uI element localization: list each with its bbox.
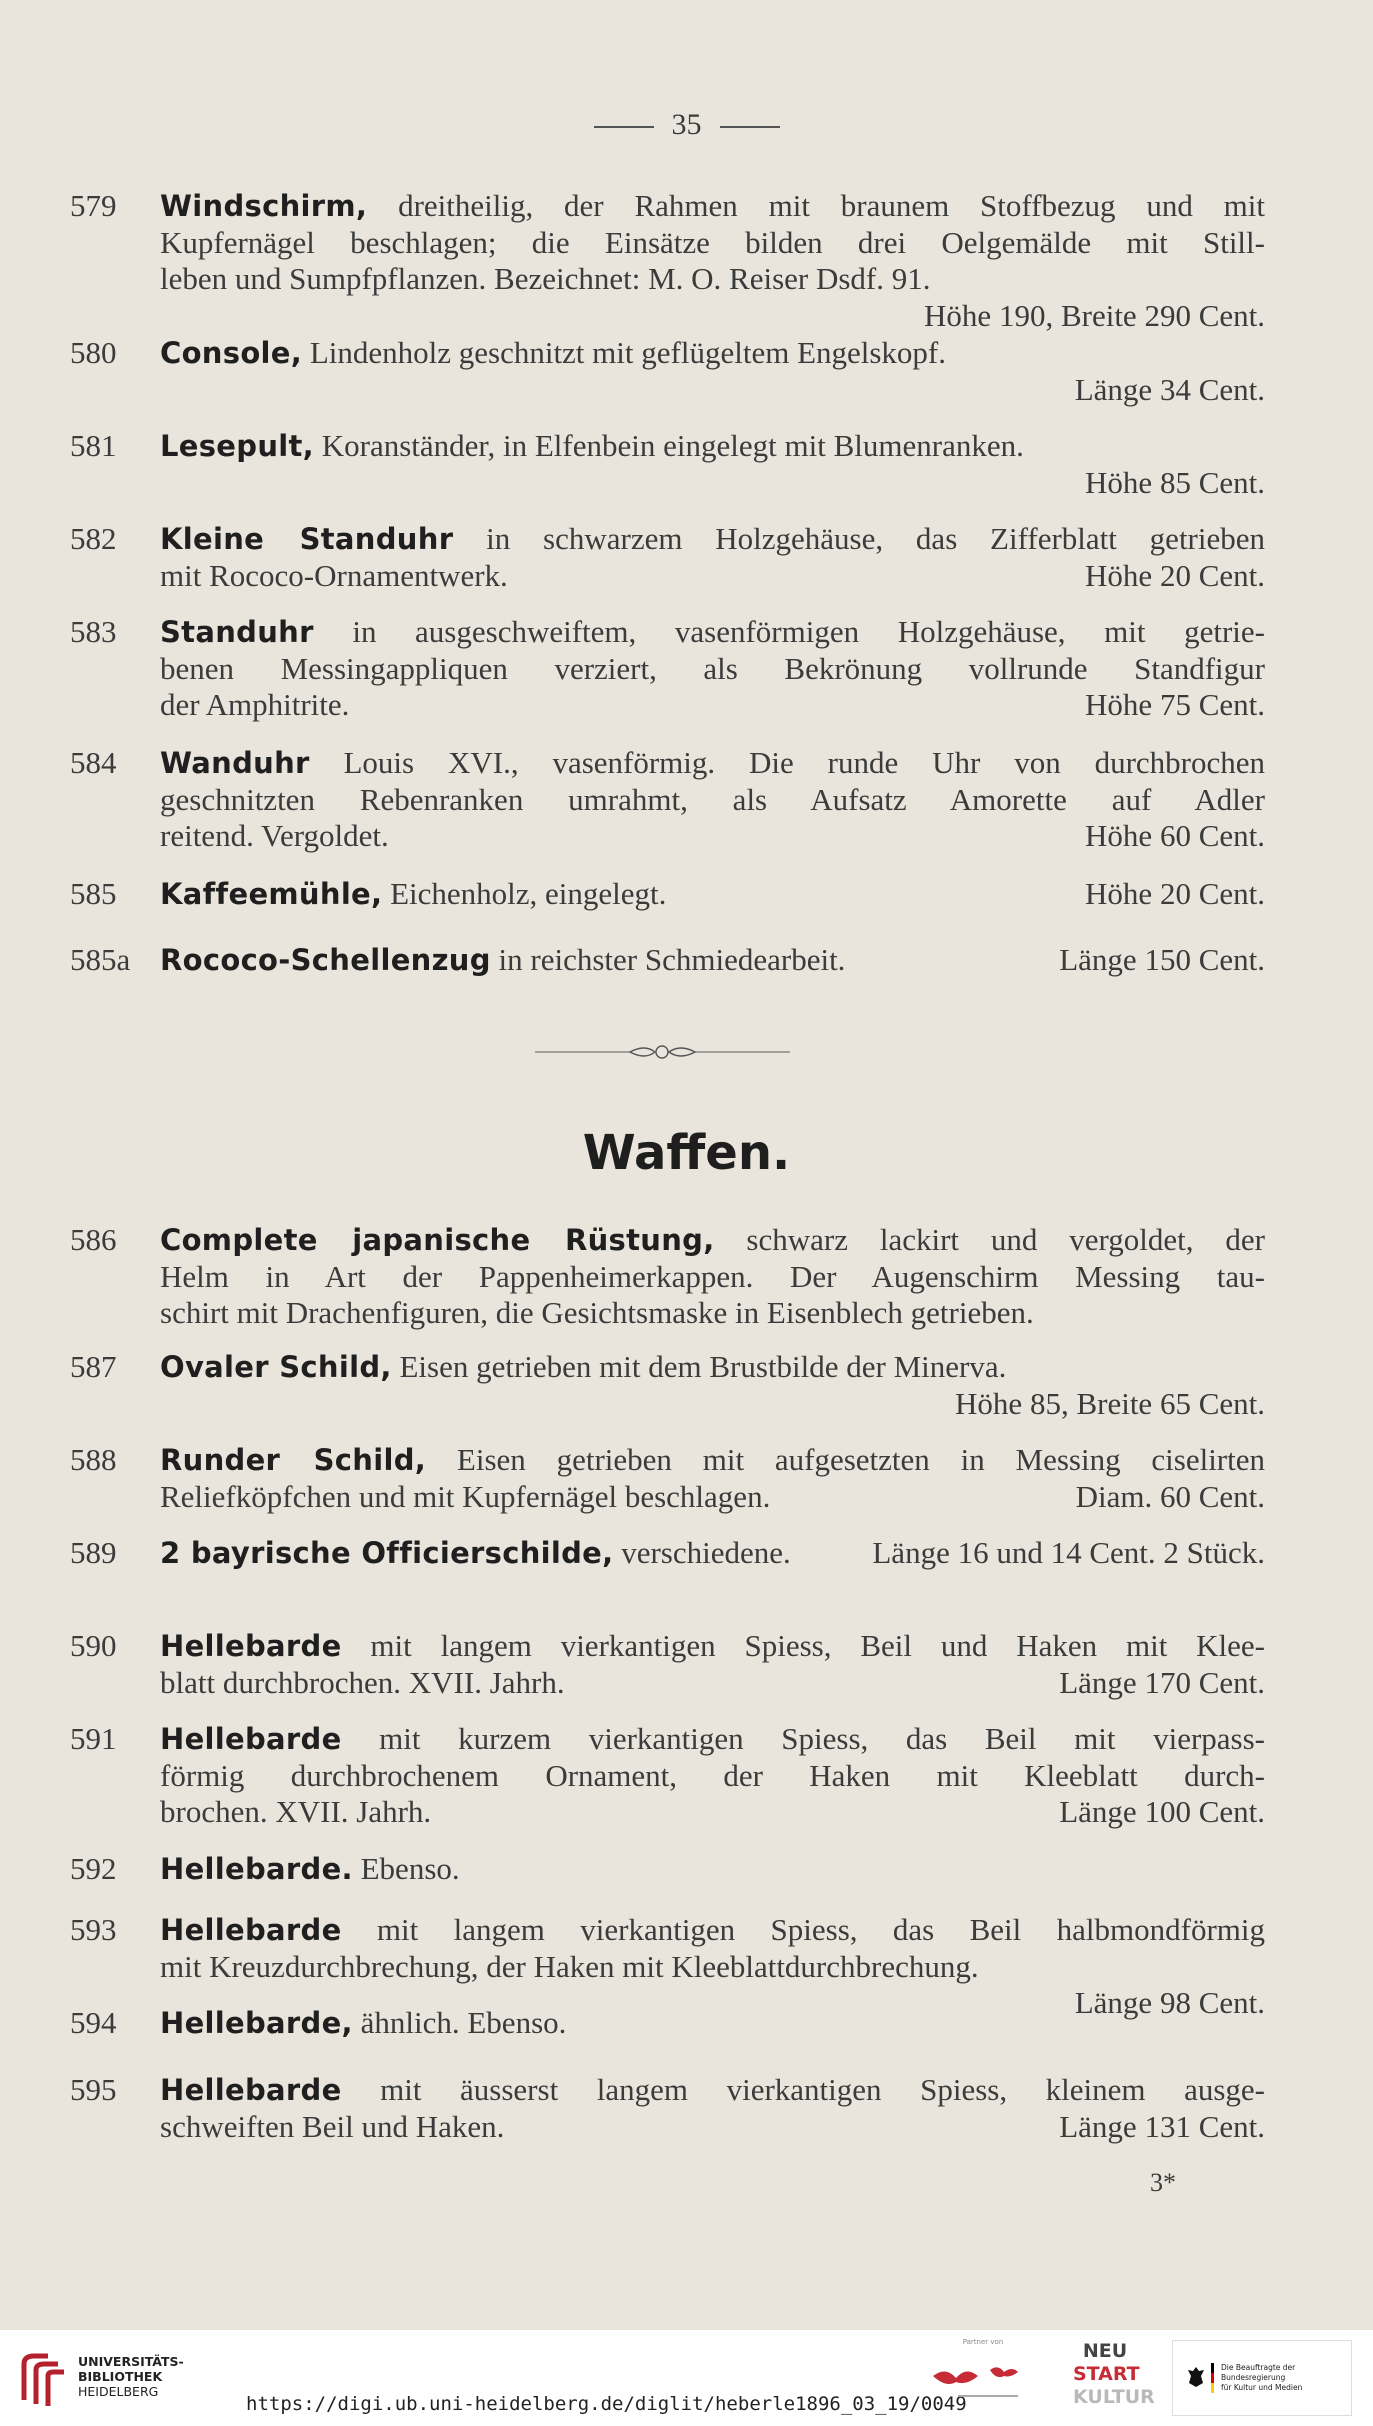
entry-measurement: Höhe 190, Breite 290 Cent. [924, 297, 1265, 333]
entry-measurement: Höhe 85 Cent. [1085, 464, 1265, 500]
entry-number: 579 [70, 188, 117, 223]
entry-measurement: Länge 131 Cent. [1059, 2108, 1265, 2144]
entry-text [160, 2072, 1265, 2145]
entry-line-text: dreitheilig, der Rahmen mit braunem Stoffbezug und mit [398, 188, 1266, 223]
entry-measurement: Länge 170 Cent. [1059, 1664, 1265, 1700]
ddb-bird-icon [928, 2356, 1038, 2406]
entry-line [160, 1665, 1265, 1702]
entry-line-text: Louis XVI., vasenförmig. Die runde Uhr von durchbrochen [343, 745, 1265, 780]
entry-measurement: Höhe 85, Breite 65 Cent. [955, 1385, 1265, 1421]
library-line-2: BIBLIOTHEK [78, 2369, 163, 2384]
german-flag-icon [1211, 2363, 1214, 2393]
page-number-text: 35 [671, 108, 702, 141]
entry-line-text: schirt mit Drachenfiguren, die Gesichtsmaske in Eisenblech getrieben. [160, 1295, 1034, 1330]
university-library-name [78, 2354, 184, 2399]
entry-title: Console, [160, 336, 303, 370]
entry-line-text: Eichenholz, eingelegt. [390, 876, 667, 911]
entry-title: Windschirm, [160, 189, 368, 223]
bkm-text [1221, 2363, 1351, 2393]
sheet-signature: 3* [1150, 2168, 1176, 2197]
entry-measurement: Diam. 60 Cent. [1075, 1478, 1265, 1514]
entry-line [160, 225, 1265, 262]
entry-number: 588 [70, 1442, 117, 1477]
entry-line [160, 1295, 1265, 1332]
bkm-line-1: Die Beauftragte der Bundesregierung [1221, 2363, 1296, 2382]
entry-number: 581 [70, 428, 117, 463]
entry-line-text: schweiften Beil und Haken. [160, 2108, 505, 2144]
entry-number: 591 [70, 1721, 117, 1756]
entry-line-text: Eisen getrieben mit aufgesetzten in Messing ciselirten [456, 1442, 1265, 1477]
neustart-kultur-logo[interactable] [1073, 2340, 1155, 2416]
entry-text [160, 188, 1265, 334]
federal-eagle-icon [1187, 2365, 1205, 2389]
entry-text [160, 1721, 1265, 1831]
entry-title: Lesepult, [160, 429, 315, 463]
entry-measurement: Höhe 20 Cent. [1085, 557, 1265, 593]
entry-line-text: förmig durchbrochenem Ornament, der Haken mit Kleeblatt durch- [160, 1757, 1265, 1793]
entry-line-text: schwarz lackirt und vergoldet, der [746, 1222, 1266, 1257]
entry-line-text: in schwarzem Holzgehäuse, das Zifferblatt getrieben [486, 521, 1266, 556]
entry-line [160, 745, 1265, 782]
entry-measurement: Länge 150 Cent. [1059, 942, 1265, 977]
bkm-line-2: für Kultur und Medien [1221, 2383, 1303, 2392]
entry-title: Ovaler Schild, [160, 1350, 392, 1384]
entry-line-text: Lindenholz geschnitzt mit geflügeltem Engelskopf. [309, 335, 947, 370]
entry-text [160, 1851, 1265, 1888]
entry-measurement: Länge 34 Cent. [1074, 371, 1265, 407]
entry-text [160, 521, 1265, 594]
entry-line [160, 651, 1265, 688]
entry-title: 2 bayrische Officierschilde, [160, 1536, 614, 1570]
start-text: START [1073, 2363, 1140, 2385]
entry-line [160, 2109, 1265, 2146]
entry-title: Hellebarde. [160, 1852, 353, 1886]
permalink-url[interactable]: https://digi.ub.uni-heidelberg.de/diglit/heberle1896_03_19/0049 [246, 2393, 967, 2415]
entry-text [160, 876, 1265, 913]
entry-line [160, 687, 1265, 724]
entry-number: 585 [70, 876, 117, 911]
entry-line [160, 1442, 1265, 1479]
entry-line [160, 428, 1265, 465]
entry-text [160, 745, 1265, 855]
entry-measurement: Länge 16 und 14 Cent. 2 Stück. [872, 1535, 1265, 1570]
entry-line-text: ähnlich. Ebenso. [360, 2005, 567, 2040]
entry-line-text: mit Kreuzdurchbrechung, der Haken mit Kleeblattdurchbrechung. [160, 1948, 979, 1984]
entry-text [160, 942, 1265, 979]
entry-line [160, 2072, 1265, 2109]
entry-line [160, 1949, 1265, 1986]
entry-number: 593 [70, 1912, 117, 1947]
entry-number: 586 [70, 1222, 117, 1257]
partner-label: Partner von [962, 2338, 1004, 2346]
entry-measurement: Höhe 60 Cent. [1085, 818, 1265, 853]
entry-line [160, 188, 1265, 225]
entry-text [160, 335, 1265, 408]
entry-line [160, 876, 1265, 913]
entry-measurement: Länge 98 Cent. [1074, 1985, 1265, 2020]
entry-line-text: verschiedene. [621, 1535, 791, 1570]
entry-title: Hellebarde, [160, 2006, 353, 2040]
section-heading-waffen: Waffen. [582, 1125, 791, 1181]
entry-text [160, 1628, 1265, 1701]
entry-line [160, 1912, 1265, 1949]
entry-line [160, 1535, 1265, 1572]
page-number [0, 108, 1373, 142]
entry-line-text: der Amphitrite. [160, 687, 350, 722]
entry-title: Hellebarde [160, 1629, 342, 1663]
partner-logo[interactable] [918, 2338, 1048, 2418]
entry-line [160, 521, 1265, 558]
entry-title: Kleine Standuhr [160, 522, 454, 556]
entry-line [160, 1222, 1265, 1259]
entry-line-text: Ebenso. [360, 1851, 460, 1886]
ornament-divider-icon [535, 1040, 790, 1064]
entry-text [160, 2005, 1265, 2042]
entry-line [160, 1721, 1265, 1758]
entry-line-text: brochen. XVII. Jahrh. [160, 1794, 432, 1829]
entry-number: 592 [70, 1851, 117, 1886]
rule-left [594, 126, 654, 128]
entry-text [160, 614, 1265, 724]
entry-line-text: mit kurzem vierkantigen Spiess, das Beil mit vierpass- [379, 1721, 1265, 1756]
entry-line-text: mit Rococo-Ornamentwerk. [160, 557, 508, 593]
entry-line [160, 2005, 1265, 2042]
entry-text [160, 1535, 1265, 1572]
entry-number: 582 [70, 521, 117, 556]
entry-line [160, 1259, 1265, 1296]
entry-line [160, 1628, 1265, 1665]
entry-line [160, 1479, 1265, 1516]
entry-number: 589 [70, 1535, 117, 1570]
entry-line [160, 1794, 1265, 1831]
entry-text [160, 1442, 1265, 1515]
entry-title: Rococo-Schellenzug [160, 943, 491, 977]
entry-line [160, 1758, 1265, 1795]
entry-number: 587 [70, 1349, 117, 1384]
entry-line-text: reitend. Vergoldet. [160, 818, 389, 853]
entry-line [160, 558, 1265, 595]
entry-number: 584 [70, 745, 117, 780]
entry-measurement: Höhe 20 Cent. [1085, 876, 1265, 911]
entry-line [160, 335, 1265, 372]
entry-title: Complete japanische Rüstung, [160, 1223, 715, 1257]
entry-line-text: Helm in Art der Pappenheimerkappen. Der Augenschirm Messing tau- [160, 1258, 1265, 1294]
entry-line [160, 614, 1265, 651]
neu-text: NEU [1082, 2340, 1128, 2362]
entry-title: Hellebarde [160, 2073, 342, 2107]
kultur-text: KULTUR [1073, 2386, 1155, 2408]
rule-right [720, 126, 780, 128]
digitization-footer [0, 2330, 1373, 2426]
entry-title: Kaffeemühle, [160, 877, 383, 911]
entry-line-text: in reichster Schmiedearbeit. [498, 942, 846, 977]
entry-line [160, 1349, 1265, 1386]
entry-line [160, 261, 1265, 298]
entry-measurement: Höhe 75 Cent. [1085, 687, 1265, 722]
entry-text [160, 1349, 1265, 1422]
entry-title: Wanduhr [160, 746, 310, 780]
entry-line-text: mit langem vierkantigen Spiess, Beil und Haken mit Klee- [370, 1628, 1265, 1663]
entry-line [160, 782, 1265, 819]
entry-line-text: in ausgeschweiftem, vasenförmigen Holzgehäuse, mit getrie- [352, 614, 1265, 649]
entry-line-text: Eisen getrieben mit dem Brustbilde der Minerva. [399, 1349, 1007, 1384]
entry-line-text: geschnitzten Rebenranken umrahmt, als Aufsatz Amorette auf Adler [160, 781, 1265, 817]
entry-title: Hellebarde [160, 1722, 342, 1756]
entry-line-text: Kupfernägel beschlagen; die Einsätze bilden drei Oelgemälde mit Still- [160, 224, 1265, 260]
entry-line-text: benen Messingappliquen verziert, als Bekrönung vollrunde Standfigur [160, 650, 1265, 686]
entry-number: 583 [70, 614, 117, 649]
entry-text [160, 1222, 1265, 1332]
entry-number: 590 [70, 1628, 117, 1663]
entry-measurement: Länge 100 Cent. [1059, 1794, 1265, 1829]
entry-line-text: Reliefköpfchen und mit Kupfernägel beschlagen. [160, 1478, 771, 1514]
entry-number: 580 [70, 335, 117, 370]
entry-number: 585a [70, 942, 131, 977]
entry-number: 594 [70, 2005, 117, 2040]
entry-title: Runder Schild, [160, 1443, 427, 1477]
library-line-3: HEIDELBERG [78, 2384, 159, 2399]
entry-number: 595 [70, 2072, 117, 2107]
entry-line-text: leben und Sumpfpflanzen. Bezeichnet: M. O. Reiser Dsdf. 91. [160, 261, 931, 296]
library-line-1: UNIVERSITÄTS- [78, 2354, 184, 2369]
entry-line [160, 942, 1265, 979]
entry-text [160, 428, 1265, 501]
entry-line [160, 818, 1265, 855]
entry-line-text: mit äusserst langem vierkantigen Spiess, kleinem ausge- [380, 2072, 1266, 2107]
entry-title: Standuhr [160, 615, 314, 649]
entry-line-text: blatt durchbrochen. XVII. Jahrh. [160, 1664, 565, 1700]
entry-line-text: mit langem vierkantigen Spiess, das Beil halbmondförmig [376, 1912, 1265, 1947]
entry-line-text: Koranständer, in Elfenbein eingelegt mit Blumenranken. [321, 428, 1024, 463]
entry-title: Hellebarde [160, 1913, 342, 1947]
bkm-logo[interactable] [1172, 2340, 1352, 2416]
entry-line [160, 1851, 1265, 1888]
university-library-logo-icon[interactable] [14, 2348, 68, 2410]
